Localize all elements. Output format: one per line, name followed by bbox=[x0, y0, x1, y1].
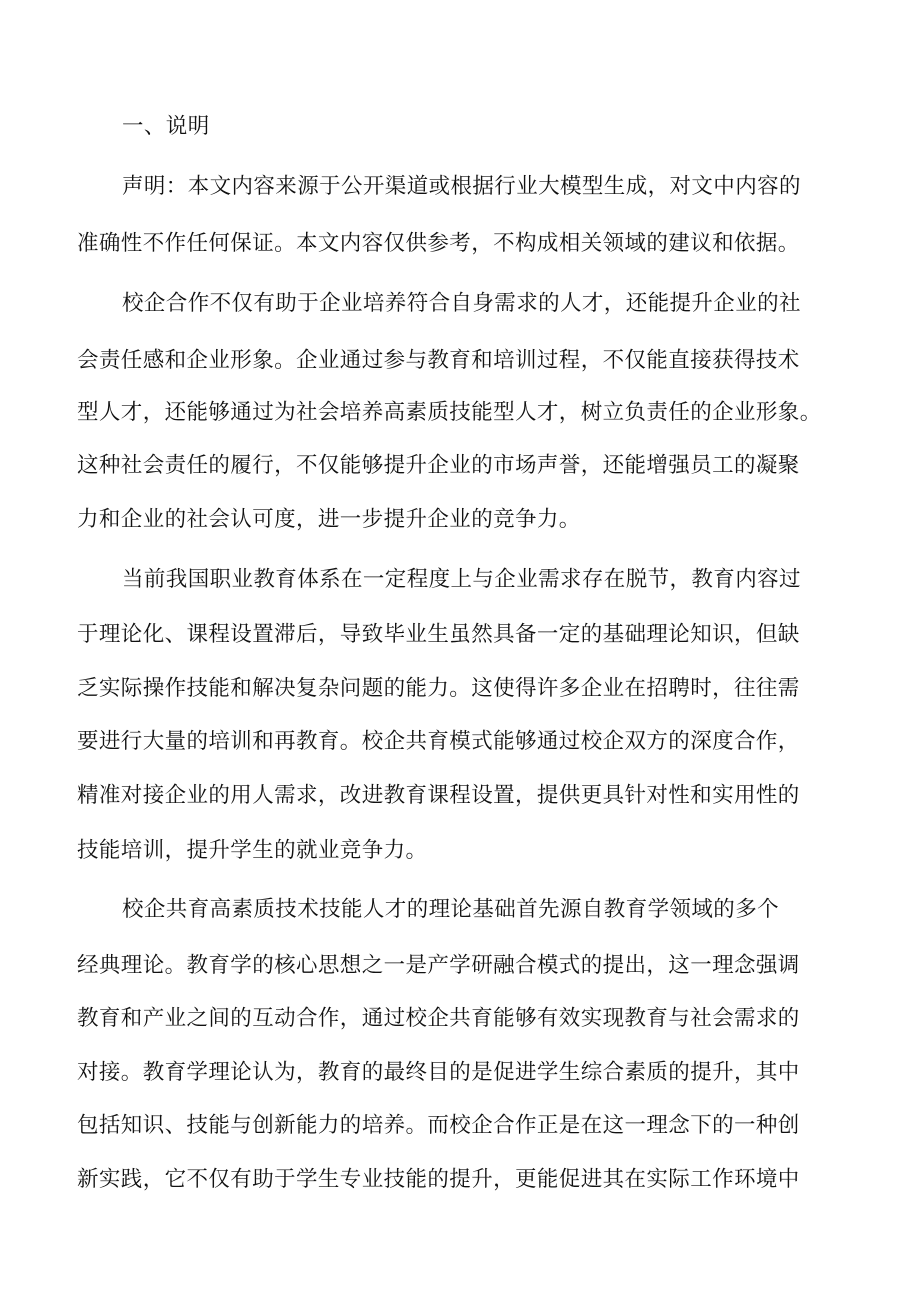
text-line: 校企合作不仅有助于企业培养符合自身需求的人才，还能提升企业的社 bbox=[122, 291, 801, 316]
text-line: 校企共育高素质技术技能人才的理论基础首先源自教育学领域的多个 bbox=[122, 897, 780, 922]
text-line: 乏实际操作技能和解决复杂问题的能力。这使得许多企业在招聘时，往往需 bbox=[77, 676, 800, 701]
text-line: 这种社会责任的履行，不仅能够提升企业的市场声誉，还能增强员工的凝聚 bbox=[77, 453, 800, 478]
text-line: 会责任感和企业形象。企业通过参与教育和培训过程，不仅能直接获得技术 bbox=[77, 348, 800, 373]
text-line: 技能培训，提升学生的就业竞争力。 bbox=[77, 838, 428, 863]
text-line: 经典理论。教育学的核心思想之一是产学研融合模式的提出，这一理念强调 bbox=[77, 953, 800, 978]
text-line: 准确性不作任何保证。本文内容仅供参考，不构成相关领域的建议和依据。 bbox=[77, 231, 800, 256]
section-heading: 一、说明 bbox=[122, 114, 210, 139]
text-line: 包括知识、技能与创新能力的培养。而校企合作正是在这一理念下的一种创 bbox=[77, 1113, 800, 1138]
text-line: 精准对接企业的用人需求，改进教育课程设置，提供更具针对性和实用性的 bbox=[77, 783, 800, 808]
text-line: 型人才，还能够通过为社会培养高素质技能型人才，树立负责任的企业形象。 bbox=[77, 400, 822, 425]
text-line: 对接。教育学理论认为，教育的最终目的是促进学生综合素质的提升，其中 bbox=[77, 1060, 800, 1085]
text-line: 新实践，它不仅有助于学生专业技能的提升，更能促进其在实际工作环境中 bbox=[77, 1167, 800, 1192]
text-line: 要进行大量的培训和再教育。校企共育模式能够通过校企双方的深度合作， bbox=[77, 729, 800, 754]
text-line: 教育和产业之间的互动合作，通过校企共育能够有效实现教育与社会需求的 bbox=[77, 1006, 800, 1031]
text-line: 力和企业的社会认可度，进一步提升企业的竞争力。 bbox=[77, 507, 581, 532]
text-line: 声明：本文内容来源于公开渠道或根据行业大模型生成，对文中内容的 bbox=[122, 174, 801, 199]
text-line: 于理论化、课程设置滞后，导致毕业生虽然具备一定的基础理论知识，但缺 bbox=[77, 622, 800, 647]
text-line: 当前我国职业教育体系在一定程度上与企业需求存在脱节，教育内容过 bbox=[122, 567, 801, 592]
